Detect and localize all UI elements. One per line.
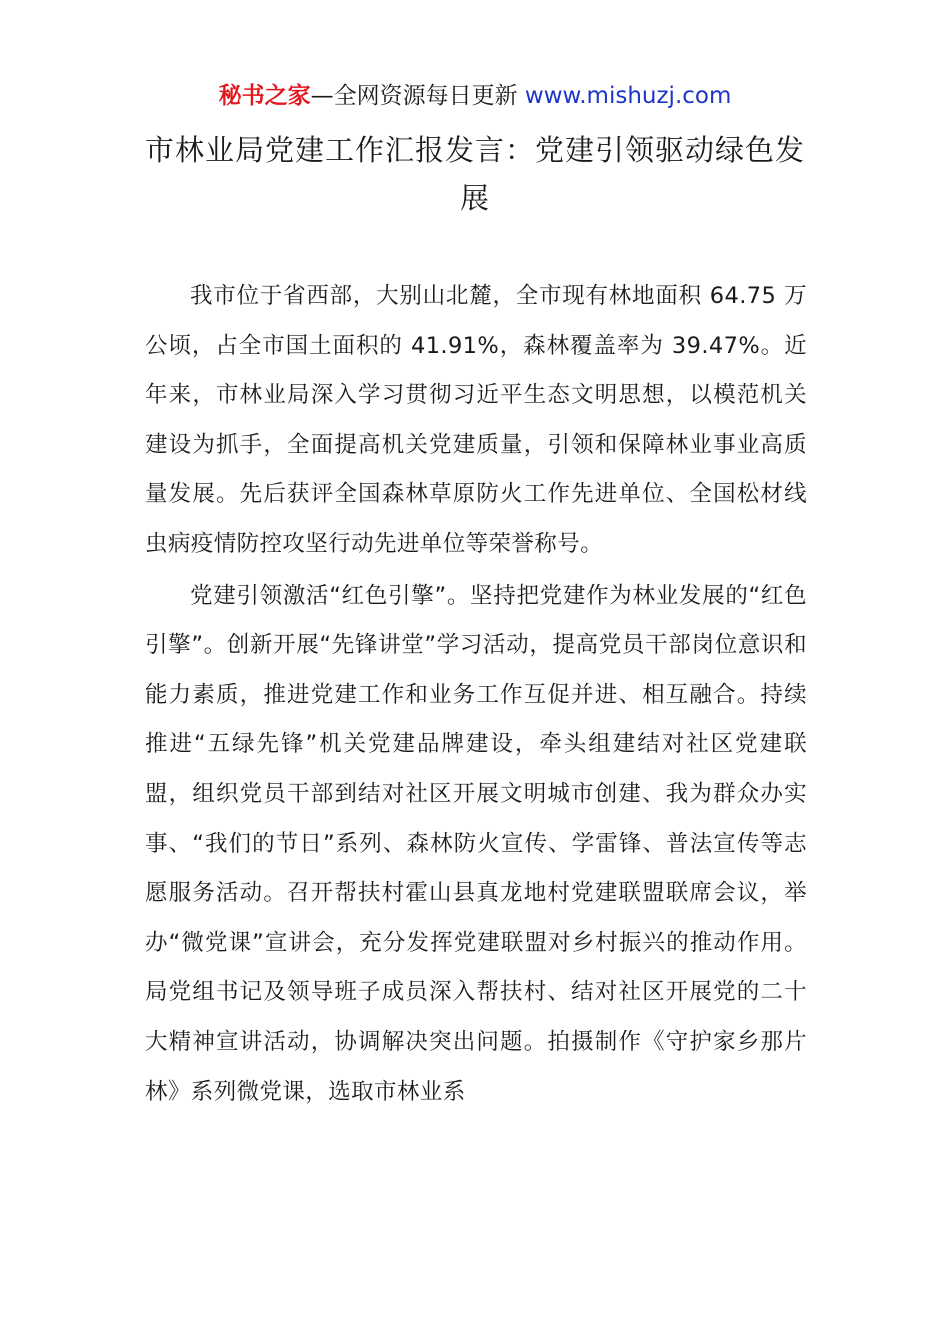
site-url-link[interactable]: www.mishuzj.com bbox=[524, 83, 732, 109]
document-title: 市林业局党建工作汇报发言：党建引领驱动绿色发展 bbox=[144, 133, 805, 215]
header-tagline: —全网资源每日更新 bbox=[310, 83, 518, 109]
paragraph-intro: 我市位于省西部，大别山北麓，全市现有林地面积 64.75 万公顷，占全市国土面积的 41.91%，森林覆盖率为 39.47%。近年来，市林业局深入学习贯彻习近平生态文明思想，以模范机关建设为抓手，全面提高机关党建质量，引领和保障林业事业高质量发展。先后获评全国森林草原防火工作先进单位、全国松材线虫病疫情防控攻坚行动先进单位等荣誉称号。 bbox=[145, 283, 807, 557]
document-body bbox=[145, 272, 807, 1119]
paragraph-party-building: 党建引领激活“红色引擎”。坚持把党建作为林业发展的“红色引擎”。创新开展“先锋讲堂”学习活动，提高党员干部岗位意识和能力素质，推进党建工作和业务工作互促并进、相互融合。持续推进“五绿先锋”机关党建品牌建设，牵头组建结对社区党建联盟，组织党员干部到结对社区开展文明城市创建、我为群众办实事、“我们的节日”系列、森林防火宣传、学雷锋、普法宣传等志愿服务活动。召开帮扶村霍山县真龙地村党建联盟联席会议，举办“微党课”宣讲会，充分发挥党建联盟对乡村振兴的推动作用。局党组书记及领导班子成员深入帮扶村、结对社区开展党的二十大精神宣讲活动，协调解决突出问题。拍摄制作《守护家乡那片林》系列微党课，选取市林业系 bbox=[145, 582, 807, 1105]
site-header bbox=[0, 78, 950, 114]
brand-name: 秘书之家 bbox=[218, 83, 311, 109]
